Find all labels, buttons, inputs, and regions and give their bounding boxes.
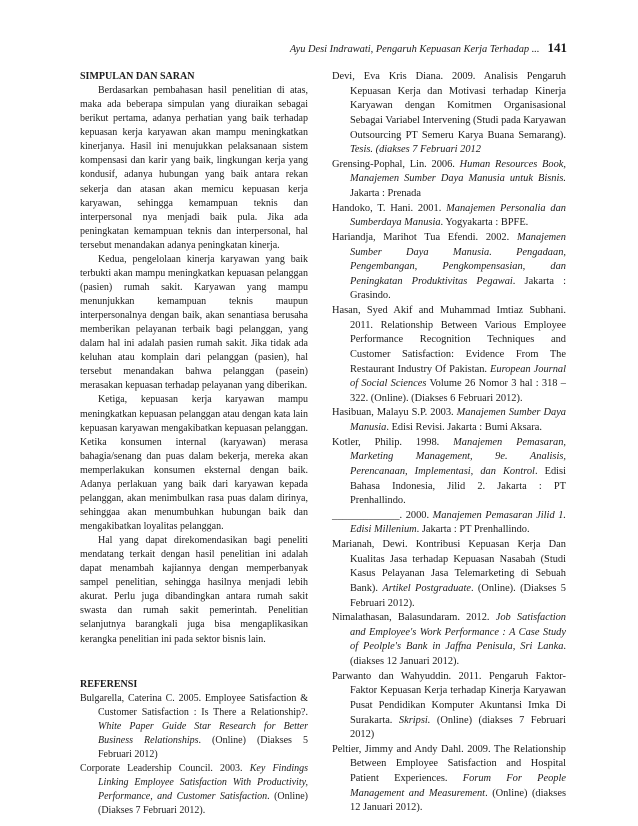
- reference-text: Volume 26 Nomor 3 hal : 318 – 322. (Online). (Diakses 6 Februari 2012).: [350, 378, 566, 404]
- reference-title: Tesis. (diakses 7 Februari 2012: [350, 144, 481, 156]
- conclusion-paragraph: Kedua, pengelolaan kinerja karyawan yang baik terbukti akan mampu meningkatkan kepuasan pelanggan (pasien) rumah sakit. Karyawan yang mampu menunjukkan kemampuan teknis maupun interpersonalnya dengan baik, akan senantiasa berusaha memberikan pelayanan terbaik bagi pelanggan, yang dalam hal ini adalah pasien rumah sakit. Jika tidak ada keluhan atau komplain dari pelanggan (pasien), hal tersebut menandakan bahwa pelanggan (pasein) merasakan kepuasan terhadap pelayanan yang diberikan.: [80, 253, 308, 392]
- reference-title: European Journal of Social Sciences: [350, 363, 566, 390]
- reference-text: Grensing-Pophal, Lin. 2006.: [332, 158, 460, 170]
- reference-entry: [332, 743, 566, 816]
- conclusion-paragraph: Berdasarkan pembahasan hasil penelitian di atas, maka ada beberapa simpulan yang diuraikan sebagai berikut pertama, adanya perhatian yang baik terhadap kepuasan kerja karyawan akan mampu meningkatkan kinerjanya. Hasil ini menujukkan pelaksanaan sistem kompensasi dan karir yang baik, lingkungan kerja yang kondusif, adanya hubungan yang baik antara rekan sekerja dan atasan akan memicu kepuasan kerja karyawan, sehingga kemampuan teknis dan interpersonal nya menjadi baik pula. Jika ada peningkatan kemampuan teknis dan interpersonal, hal tersebut menandakan adanya peningkatan kinerja.: [80, 85, 308, 251]
- reference-text: Hasan, Syed Akif and Muhammad Imtiaz Subhani. 2011. Relationship Between Various Employee Performance Recognition Techniques and Customer Satisfaction: Evidence From The Restaurant Industry Of Pakistan.: [332, 305, 566, 375]
- reference-title: Forum For People Management and Measurement: [350, 773, 566, 799]
- running-header: [289, 40, 567, 56]
- reference-title: Manajemen Sumber Daya Manusia. Pengadaan, Pengembangan, Pengkompensasian, dan Peningkatan Produktivitas Pegawai: [350, 231, 566, 287]
- reference-title: Job Satisfaction and Employee's Work Performance : A Case Study of Peolple's Bank in Jaffna Penisula, Sri Lanka: [350, 612, 566, 653]
- reference-text: Nimalathasan, Balasundaram. 2012.: [332, 612, 496, 624]
- reference-entry: [332, 509, 566, 538]
- reference-text: (Online) (diakses 7 Februari 2012): [350, 714, 566, 741]
- page-number: 141: [547, 40, 567, 55]
- reference-title: White Paper Guide Star Research for Better Business Relationships: [98, 720, 308, 746]
- reference-entry: [332, 670, 566, 743]
- reference-entry: [80, 762, 308, 818]
- reference-entry: [332, 406, 566, 435]
- reference-text: Hasibuan, Malayu S.P. 2003.: [332, 407, 457, 419]
- reference-text: Hariandja, Marihot Tua Efendi. 2002.: [332, 231, 517, 243]
- reference-entry: [332, 436, 566, 509]
- reference-entry: [332, 70, 566, 158]
- conclusion-paragraph: Hal yang dapat direkomendasikan bagi peneliti mendatang terkait dengan hasil penelitian ini adalah dapat menambah kajiannya dengan memperbanyak sampel penelitian, sehingga hasilnya menjadi lebih akurat. Perlu juga dibandingkan antara rumah sakit swasta dan rumah sakit pemerintah. Penelitian selanjutnya barangkali juga bisa mengaplikasikan kerangka penelitian ini pada sektor bisnis lain.: [80, 535, 308, 645]
- reference-text: Marianah, Dewi. Kontribusi Kepuasan Kerja Dan Kualitas Jasa terhadap Kepuasan Nasabah (Studi Kasus Pelayanan Jasa Telemarketing di Sebuah Bank).: [332, 539, 566, 594]
- reference-title: Manajemen Pemasaran Jilid 1. Edisi Millenium: [350, 509, 566, 536]
- reference-title: Artikel Postgraduate: [382, 582, 471, 594]
- right-column: [332, 70, 566, 816]
- reference-entry: [332, 231, 566, 304]
- reference-title: Human Resources Book, Manajemen Sumber Daya Manusia untuk Bisnis.: [350, 158, 566, 185]
- reference-entry: [80, 692, 308, 762]
- reference-title: Manajemen Pemasaran, Marketing Management, 9e. Analisis, Perencanaan, Implementasi, dan Kontrol: [350, 436, 567, 477]
- reference-title: Key Findings Linking Employee Satisfaction With Productivity, Performance, and Customer Satisfaction: [98, 762, 309, 803]
- reference-text: . Jakarta : PT Prenhallindo.: [416, 524, 530, 536]
- reference-text: Peltier, Jimmy and Andy Dahl. 2009. The Relationship Between Employee Satisfaction and Hospital Patient Experiences.: [332, 743, 566, 784]
- reference-text: Parwanto dan Wahyuddin. 2011. Pengaruh Faktor-Faktor Kepuasan Kerja terhadap Kinerja Karyawan Pusat Pendidikan Komputer Akuntansi Imka Di Surakarta.: [332, 670, 566, 726]
- references-heading: REFERENSI: [80, 678, 138, 690]
- reference-entry: [332, 158, 566, 202]
- reference-entry: [332, 304, 566, 406]
- reference-text: . Edisi Revisi. Jakarta : Bumi Aksara.: [386, 422, 542, 433]
- reference-entry: [332, 538, 566, 611]
- reference-text: Bulgarella, Caterina C. 2005. Employee Satisfaction & Customer Satisfaction : Is There a Relationship?.: [80, 692, 308, 718]
- left-column: [80, 70, 308, 818]
- reference-text: Kotler, Philip. 1998.: [332, 436, 454, 448]
- reference-text: Devi, Eva Kris Diana. 2009. Analisis Pengaruh Kepuasan Kerja dan Motivasi terhadap Kinerja Karyawan dengan Komitmen Organisasional Sebagai Variabel Intervening (Studi pada Karyawan Outsourcing PT Semeru Karya Buana Semarang).: [332, 71, 566, 141]
- reference-text: . (Online) (Diakses 5 Februari 2012): [98, 734, 308, 760]
- reference-title: Manajemen Sumber Daya Manusia: [350, 407, 567, 433]
- reference-text: . Yogyakarta : BPFE.: [440, 217, 529, 229]
- reference-text: . (Online). (Diakses 5 Februari 2012).: [350, 582, 566, 609]
- conclusion-paragraph: Ketiga, kepuasan kerja karyawan mampu meningkatkan kepuasan pelanggan atau dengan kata lain kepuasan karyawan mengakibatkan kepuasan pelanggan. Ketika konsumen internal (karyawan) merasa bahagia/senang dan puas dalam bekerja, mereka akan memperlakukan konsumen eksternal dengan baik. Adanya perlakuan yang baik dari karyawan kepada pelanggan, akan menimbulkan rasa puas dalam dirinya, sehinggaa akan menumbuhkan hubungan baik dan mengakibatkan loyalitas pelanggan.: [80, 394, 308, 532]
- reference-text: . Edisi Bahasa Indonesia, Jilid 2. Jakarta : PT Prenhallindo.: [350, 465, 566, 507]
- reference-text: Corporate Leadership Council. 2003.: [80, 762, 250, 774]
- reference-text: . Jakarta : Grasindo.: [350, 275, 566, 302]
- conclusion-heading: SIMPULAN DAN SARAN: [80, 71, 195, 82]
- reference-title: Skripsi.: [398, 714, 431, 726]
- reference-entry: [332, 611, 566, 670]
- running-title: Ayu Desi Indrawati, Pengaruh Kepuasan Kerja Terhadap ...: [289, 44, 540, 55]
- reference-text: . (Online) (diakses 12 Januari 2012).: [350, 787, 566, 814]
- reference-text: . (Online) (Diakses 7 Februari 2012).: [98, 791, 308, 817]
- reference-text: . (diakses 12 Januari 2012).: [350, 641, 566, 667]
- reference-entry: [332, 202, 566, 231]
- reference-text: _____________. 2000.: [332, 509, 433, 521]
- reference-text: Handoko, T. Hani. 2001.: [332, 202, 447, 214]
- reference-text: Jakarta : Prenada: [350, 188, 421, 199]
- reference-title: Manajemen Personalia dan Sumberdaya Manusia: [350, 202, 566, 229]
